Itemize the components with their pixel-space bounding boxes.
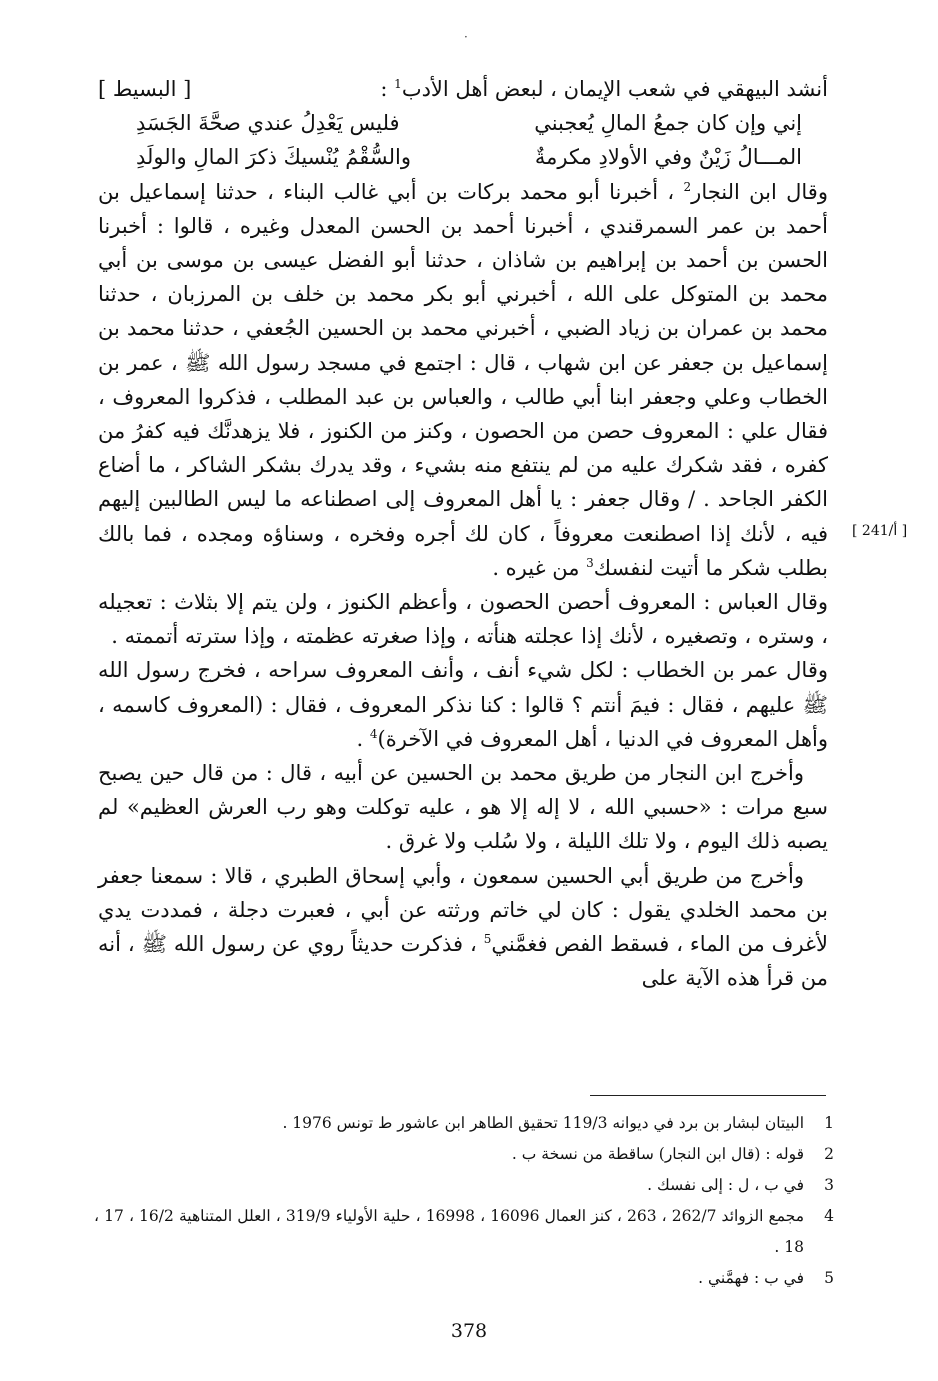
paragraph (98, 585, 828, 653)
paragraph-text: من غيره . (492, 555, 587, 580)
paragraph-text: ، أخبرنا أبو محمد بركات بن أبي غالب البناء ، حدثنا إسماعيل بن أحمد بن عمر السمرقندي ، أخبرنا أحمد بن الحسن المعدل وغيره ، قالوا : أخبرنا الحسن بن أحمد بن إبراهيم بن شاذان ، حدثنا أبو الفضل عيسى بن موسى بن أبي محمد بن المتوكل على الله ، أخبرني أبو بكر محمد بن خلف بن المرزبان ، حدثنا محمد بن عمران بن زياد الضبي ، أخبرني محمد بن الحسين الجُعفي ، حدثنا محمد بن إسماعيل بن جعفر عن ابن شهاب ، قال : اجتمع في مسجد رسول الله ﷺ ، عمر بن الخطاب وعلي وجعفر ابنا أبي طالب ، والعباس بن عبد المطلب ، فذكروا المعروف ، فقال علي : المعروف حصن من الحصون ، وكنز من الكنوز ، فلا يزهدنَّك فيه كفرُ من كفره ، فقد شكرك عليه من لم ينتفع منه بشيء ، وقد يدرك بشكر الشاكر ، ما أضاع الكفر الجاحد . / وقال جعفر : يا أهل المعروف إلى اصطناعه ما ليس الطالبين إليهم فيه ، لأنك إذا اصطنعت معروفاً ، كان لك أجره وفخره ، وسناؤه ومجده ، فما بالك بطلب شكر ما أتيت لنفسك (98, 179, 828, 580)
poem-intro-text: أنشد البيهقي في شعب الإيمان ، لبعض أهل الأدب (401, 77, 828, 101)
footnote-text: قوله : (قال ابن النجار) ساقطة من نسخة ب . (511, 1145, 804, 1163)
footnote-number: 1 (824, 1114, 834, 1132)
footnote-ref-2: 2 (683, 179, 692, 194)
paragraph (98, 859, 828, 996)
footnote-ref-4: 4 (369, 726, 378, 741)
main-text (98, 72, 828, 995)
footnote-text: البيتان لبشار بن برد في ديوانه 119/3 تحقيق الطاهر ابن عاشور ط تونس 1976 . (282, 1114, 804, 1132)
verse-line (98, 106, 828, 140)
footnote-number: 4 (824, 1207, 834, 1225)
verse-first-hemistich: المـــالُ زَيْنٌ وفي الأولادِ مكرمةٌ (534, 145, 802, 170)
meter-label: [ البسيط ] (98, 77, 192, 101)
page-number: 378 (450, 1320, 488, 1342)
paragraph (98, 653, 828, 756)
footnote (94, 1170, 834, 1201)
footnote-text: مجمع الزوائد 262/7 ، 263 ، كنز العمال 16096 ، 16998 ، حلية الأولياء 319/9 ، العلل المتناهية 16/2 ، 17 ، 18 . (94, 1207, 804, 1256)
footnote (94, 1263, 834, 1294)
paragraph-text: ، فذكرت حديثاً روي عن رسول الله ﷺ ، أنه من قرأ هذه الآية على (98, 932, 828, 991)
verse-line (98, 140, 828, 174)
paragraph-text: . (356, 726, 370, 751)
paragraph-text: وقال عمر بن الخطاب : لكل شيء أنف ، وأنف المعروف سراحه ، فخرج رسول الله ﷺ عليهم ، فقال : فيمَ أنتم ؟ قالوا : كنا نذكر المعروف ، فقال : (المعروف كاسمه ، وأهل المعروف في الدنيا ، أهل المعروف في الآخرة) (98, 658, 828, 751)
footnotes (94, 1108, 834, 1294)
paragraph (98, 756, 828, 859)
manuscript-folio-marker: [ 241/أ ] (852, 523, 908, 539)
verse-first-hemistich: إني وإن كان جمعُ المالِ يُعجبني (534, 111, 802, 136)
poem-intro (98, 72, 828, 106)
footnote-number: 5 (824, 1269, 834, 1287)
footnote-text: في ب : فهمَّني . (698, 1269, 804, 1287)
footnote (94, 1108, 834, 1139)
paragraph-text: وأخرج من طريق أبي الحسين سمعون ، وأبي إسحاق الطبري ، قالا : سمعنا جعفر بن محمد الخلدي يقول : كان لي خاتم ورثته عن أبي ، فعبرت دجلة ، فمددت يدي لأغرف من الماء ، فسقط الفص فغمَّني (98, 863, 828, 957)
footnote-number: 2 (824, 1145, 834, 1163)
footnote-number: 3 (824, 1176, 834, 1194)
footnote-ref-3: 3 (586, 555, 594, 570)
paragraph-text: وقال العباس : المعروف أحصن الحصون ، وأعظم الكنوز ، ولن يتم إلا بثلاث : تعجيله ، وستره ، وتصغيره ، لأنك إذا عجلته هنأته ، وإذا صغرته عظمته ، وإذا سترته أتممته . (98, 590, 829, 649)
footnote-text: في ب ، ل : إلى نفسك . (647, 1176, 804, 1194)
top-mark: · (464, 30, 468, 44)
footnote (94, 1201, 834, 1263)
paragraph (98, 175, 828, 585)
paragraph-text: وقال ابن النجار (691, 179, 828, 204)
paragraph-text: وأخرج ابن النجار من طريق محمد بن الحسين عن أبيه ، قال : من قال حين يصبح سبع مرات : «حسبي الله ، لا إله إلا هو ، عليه توكلت وهو رب العرش العظيم» لم يصبه ذلك اليوم ، ولا تلك الليلة ، ولا سُلب ولا غرق . (98, 761, 828, 854)
footnote (94, 1139, 834, 1170)
footnote-ref-5: 5 (483, 932, 492, 947)
poem-intro-colon: : (380, 77, 395, 101)
verse-second-hemistich: والسُّقْمُ يُنْسيكَ ذكرَ المالِ والولَدِ (136, 145, 411, 170)
footnote-ref-1: 1 (394, 77, 402, 91)
verse-second-hemistich: فليس يَعْدِلُ عندي صحَّةَ الجَسَدِ (136, 111, 400, 136)
footnote-separator (590, 1095, 826, 1096)
